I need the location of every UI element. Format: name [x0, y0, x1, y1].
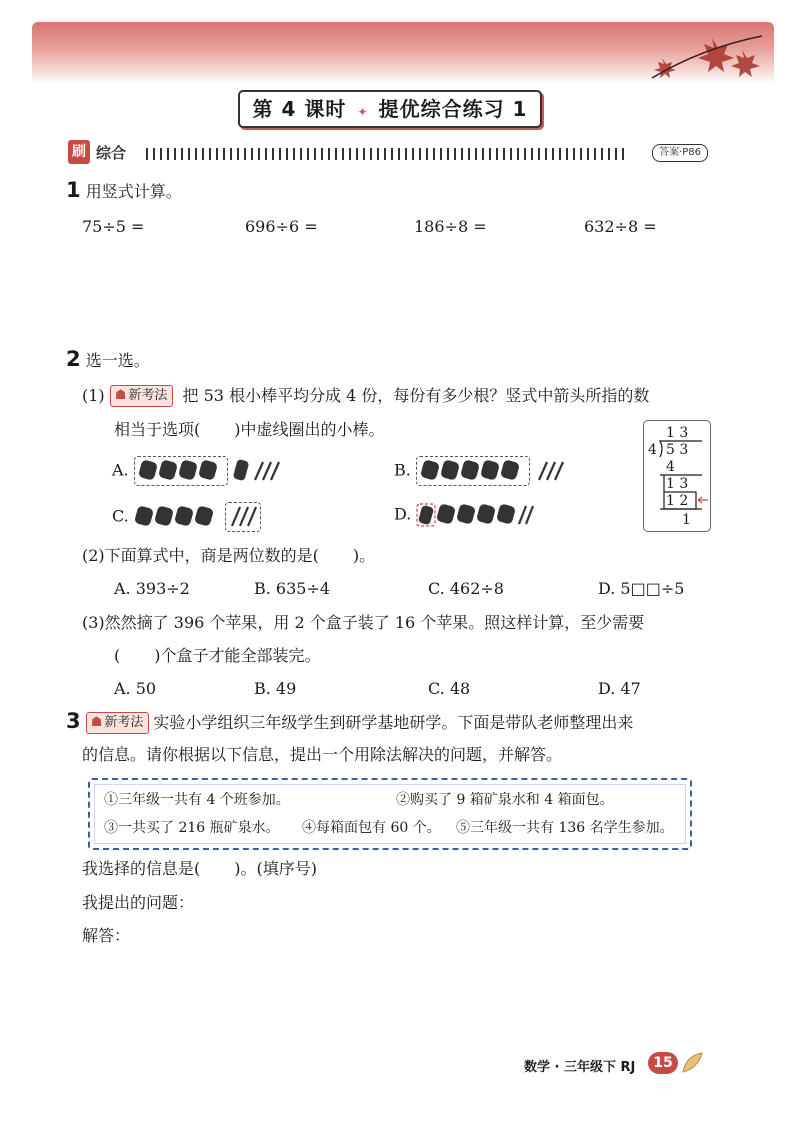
long-division-diagram — [644, 421, 710, 531]
stick-bundles-icon — [420, 458, 526, 482]
option-a-label: A. — [112, 460, 129, 480]
q3-question-line: 我提出的问题： — [82, 893, 195, 912]
stick-bundles-icon — [416, 502, 536, 528]
leaf-decoration-icon — [680, 1050, 706, 1076]
dashed-selection — [134, 456, 228, 486]
q2-sub2-option-a[interactable]: A. 393÷2 — [114, 579, 190, 598]
stick-bundles-icon — [138, 458, 224, 482]
q2-sub1-text-c: )中虚线圈出的小棒。 — [234, 420, 385, 439]
page-number: 15 — [648, 1052, 678, 1074]
q2-sub2-option-b[interactable]: B. 635÷4 — [254, 579, 331, 598]
q1-number: 1 — [66, 178, 81, 202]
lesson-title: 提优综合练习 1 — [378, 97, 528, 121]
footer-subject: 数学 · 三年级下 RJ — [524, 1060, 636, 1075]
q2-sub2-number: (2) — [82, 546, 105, 565]
maple-leaf-icon — [592, 28, 772, 88]
option-d-label: D. — [394, 504, 412, 524]
ld-step-1: 4 — [666, 459, 675, 475]
info-item-4: ④每箱面包有 60 个。 — [302, 820, 441, 836]
option-b-label: B. — [394, 460, 411, 480]
info-item-5: ⑤三年级一共有 136 名学生参加。 — [456, 820, 674, 836]
section-label: 综合 — [96, 144, 127, 162]
q2-number: 2 — [66, 347, 81, 371]
info-box — [88, 778, 692, 850]
badge-label: 新考法 — [104, 715, 144, 730]
q1-item-1: 75÷5 = — [82, 217, 145, 236]
lesson-title-box — [238, 90, 542, 128]
new-method-badge — [86, 712, 150, 734]
q2-sub2-line — [82, 545, 375, 567]
ld-step-2: 1 3 — [666, 476, 689, 492]
section-divider — [146, 148, 626, 160]
q2-sub3-option-b[interactable]: B. 49 — [254, 679, 297, 698]
ld-remainder: 1 — [682, 512, 691, 528]
q2-sub1-number: (1) — [82, 386, 105, 405]
q3-answer-line: 解答： — [82, 926, 131, 945]
q3-text-a: 实验小学组织三年级学生到研学基地研学。下面是带队老师整理出来 — [153, 713, 634, 732]
q2-sub1-text-a: 把 53 根小棒平均分成 4 份，每份有多少根？竖式中箭头所指的数 — [182, 386, 650, 405]
ld-step-3: 1 2 — [666, 493, 689, 509]
q2-sub3-number: (3) — [82, 613, 105, 632]
info-item-2: ②购买了 9 箱矿泉水和 4 箱面包。 — [396, 792, 614, 808]
loose-sticks-icon — [229, 504, 257, 528]
q2-sub3-option-c[interactable]: C. 48 — [428, 679, 471, 698]
q2-sub1-option-d[interactable] — [394, 502, 536, 528]
lesson-number: 第 4 课时 — [252, 97, 347, 121]
arrow-icon — [698, 497, 708, 503]
q2-sub1-option-c[interactable] — [112, 502, 261, 532]
q2-sub3-text-c: )个盒子才能全部装完。 — [154, 646, 321, 665]
section-icon: 刷 — [68, 140, 90, 164]
header-banner — [32, 22, 774, 84]
q2-sub2-text: 下面算式中，商是两位数的是( — [104, 546, 319, 565]
q3-line1-b: )。(填序号) — [234, 859, 317, 878]
q2-sub3-line2 — [114, 645, 321, 667]
q2-sub3-text-b: ( — [114, 646, 121, 665]
q3-choice-line — [82, 858, 317, 880]
badge-icon: ☗ — [114, 388, 127, 403]
q2-sub3-option-a[interactable]: A. 50 — [114, 679, 157, 698]
info-item-1: ①三年级一共有 4 个班参加。 — [104, 792, 290, 808]
loose-sticks-icon — [233, 458, 283, 484]
info-item-3: ③一共买了 216 瓶矿泉水。 — [104, 820, 280, 836]
badge-label: 新考法 — [128, 388, 168, 403]
q1-header — [66, 178, 182, 202]
q2-sub2-text-end: )。 — [352, 546, 376, 565]
q2-sub3-text-a: 然然摘了 396 个苹果，用 2 个盒子装了 16 个苹果。照这样计算，至少需要 — [104, 613, 645, 632]
q2-sub2-option-d[interactable]: D. 5□□÷5 — [598, 579, 685, 598]
q1-title: 用竖式计算。 — [85, 182, 182, 201]
new-method-badge — [110, 385, 174, 407]
ld-dividend: 5 3 — [666, 442, 689, 458]
answer-reference: 答案·P86 — [652, 144, 708, 162]
q3-text-b: 的信息。请你根据以下信息，提出一个用除法解决的问题，并解答。 — [82, 745, 563, 764]
option-c-label: C. — [112, 506, 129, 526]
q2-sub1-line2 — [114, 419, 385, 441]
loose-sticks-icon — [535, 458, 567, 484]
q2-sub2-option-c[interactable]: C. 462÷8 — [428, 579, 504, 598]
q2-header — [66, 347, 150, 371]
q1-item-4: 632÷8 = — [584, 217, 657, 236]
title-separator-icon: ✦ — [357, 104, 368, 119]
q2-sub1-option-a[interactable] — [112, 456, 283, 486]
long-division-box — [643, 420, 711, 532]
q2-sub3-option-d[interactable]: D. 47 — [598, 679, 641, 698]
q2-sub1-text-b: 相当于选项( — [114, 420, 201, 439]
q2-sub1-option-b[interactable] — [394, 456, 567, 486]
ld-divisor: 4 — [648, 442, 657, 458]
section-bar — [68, 140, 708, 166]
q3-line1-a: 我选择的信息是( — [82, 859, 201, 878]
dashed-selection — [225, 502, 261, 532]
dashed-selection — [416, 456, 530, 486]
q1-item-2: 696÷6 = — [245, 217, 318, 236]
badge-icon: ☗ — [90, 715, 103, 730]
ld-quotient: 1 3 — [666, 425, 689, 441]
q1-item-3: 186÷8 = — [414, 217, 487, 236]
q2-title: 选一选。 — [85, 351, 150, 370]
q2-sub1-line1 — [82, 385, 712, 407]
stick-bundles-icon — [134, 504, 220, 530]
q3-number: 3 — [66, 709, 81, 733]
q3-line1 — [66, 710, 633, 734]
q2-sub3-line1 — [82, 612, 644, 634]
